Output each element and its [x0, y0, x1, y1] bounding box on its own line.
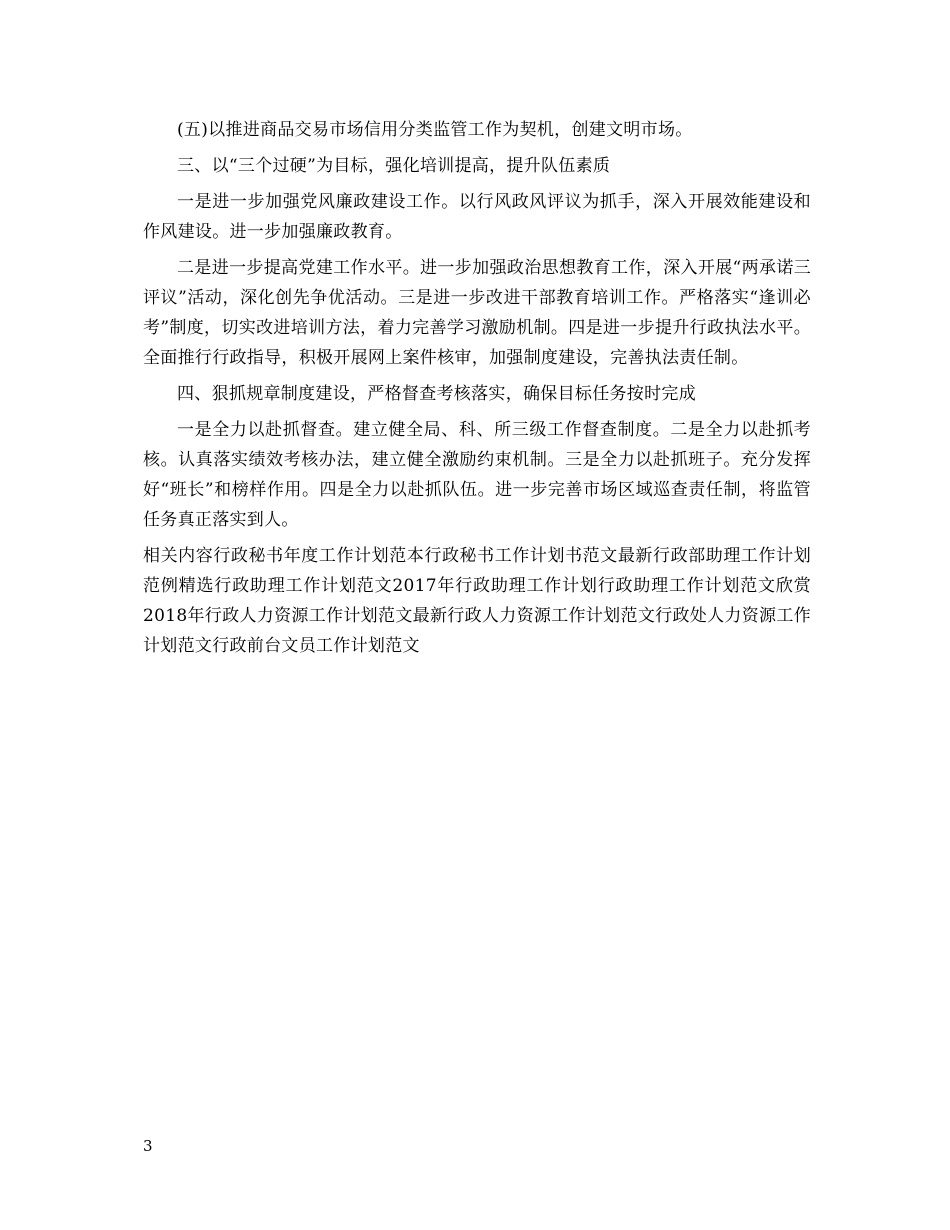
paragraph-party-building: 二是进一步提高党建工作水平。进一步加强政治思想教育工作，深入开展“两承诺三评议”活动，深化创先争优活动。三是进一步改进干部教育培训工作。严格落实“逢训必考”制度，切实改进培训方法，着力完善学习激励机制。四是进一步提升行政执法水平。全面推行行政指导，积极开展网上案件核审，加强制度建设，完善执法责任制。	[143, 258, 811, 368]
paragraph-market-credit: (五)以推进商品交易市场信用分类监管工作为契机，创建文明市场。	[177, 120, 693, 140]
document-body	[143, 115, 811, 667]
paragraph-party-conduct: 一是进一步加强党风廉政建设工作。以行风政风评议为抓手，深入开展效能建设和作风建设。进一步加强廉政教育。	[143, 192, 811, 242]
related-content: 相关内容行政秘书年度工作计划范本行政秘书工作计划书范文最新行政部助理工作计划范例精选行政助理工作计划范文2017年行政助理工作计划行政助理工作计划范文欣赏2018年行政人力资源工作计划范文最新行政人力资源工作计划范文行政处人力资源工作计划范文行政前台文员工作计划范文	[143, 546, 811, 656]
paragraph-supervision: 一是全力以赴抓督查。建立健全局、科、所三级工作督查制度。二是全力以赴抓考核。认真落实绩效考核办法，建立健全激励约束机制。三是全力以赴抓班子。充分发挥好“班长”和榜样作用。四是全力以赴抓队伍。进一步完善市场区域巡查责任制，将监管任务真正落实到人。	[143, 420, 811, 530]
page-number: 3	[143, 1137, 153, 1155]
section-heading-four: 四、狠抓规章制度建设，严格督查考核落实，确保目标任务按时完成	[177, 384, 696, 404]
section-heading-three: 三、以“三个过硬”为目标，强化培训提高，提升队伍素质	[177, 156, 611, 176]
